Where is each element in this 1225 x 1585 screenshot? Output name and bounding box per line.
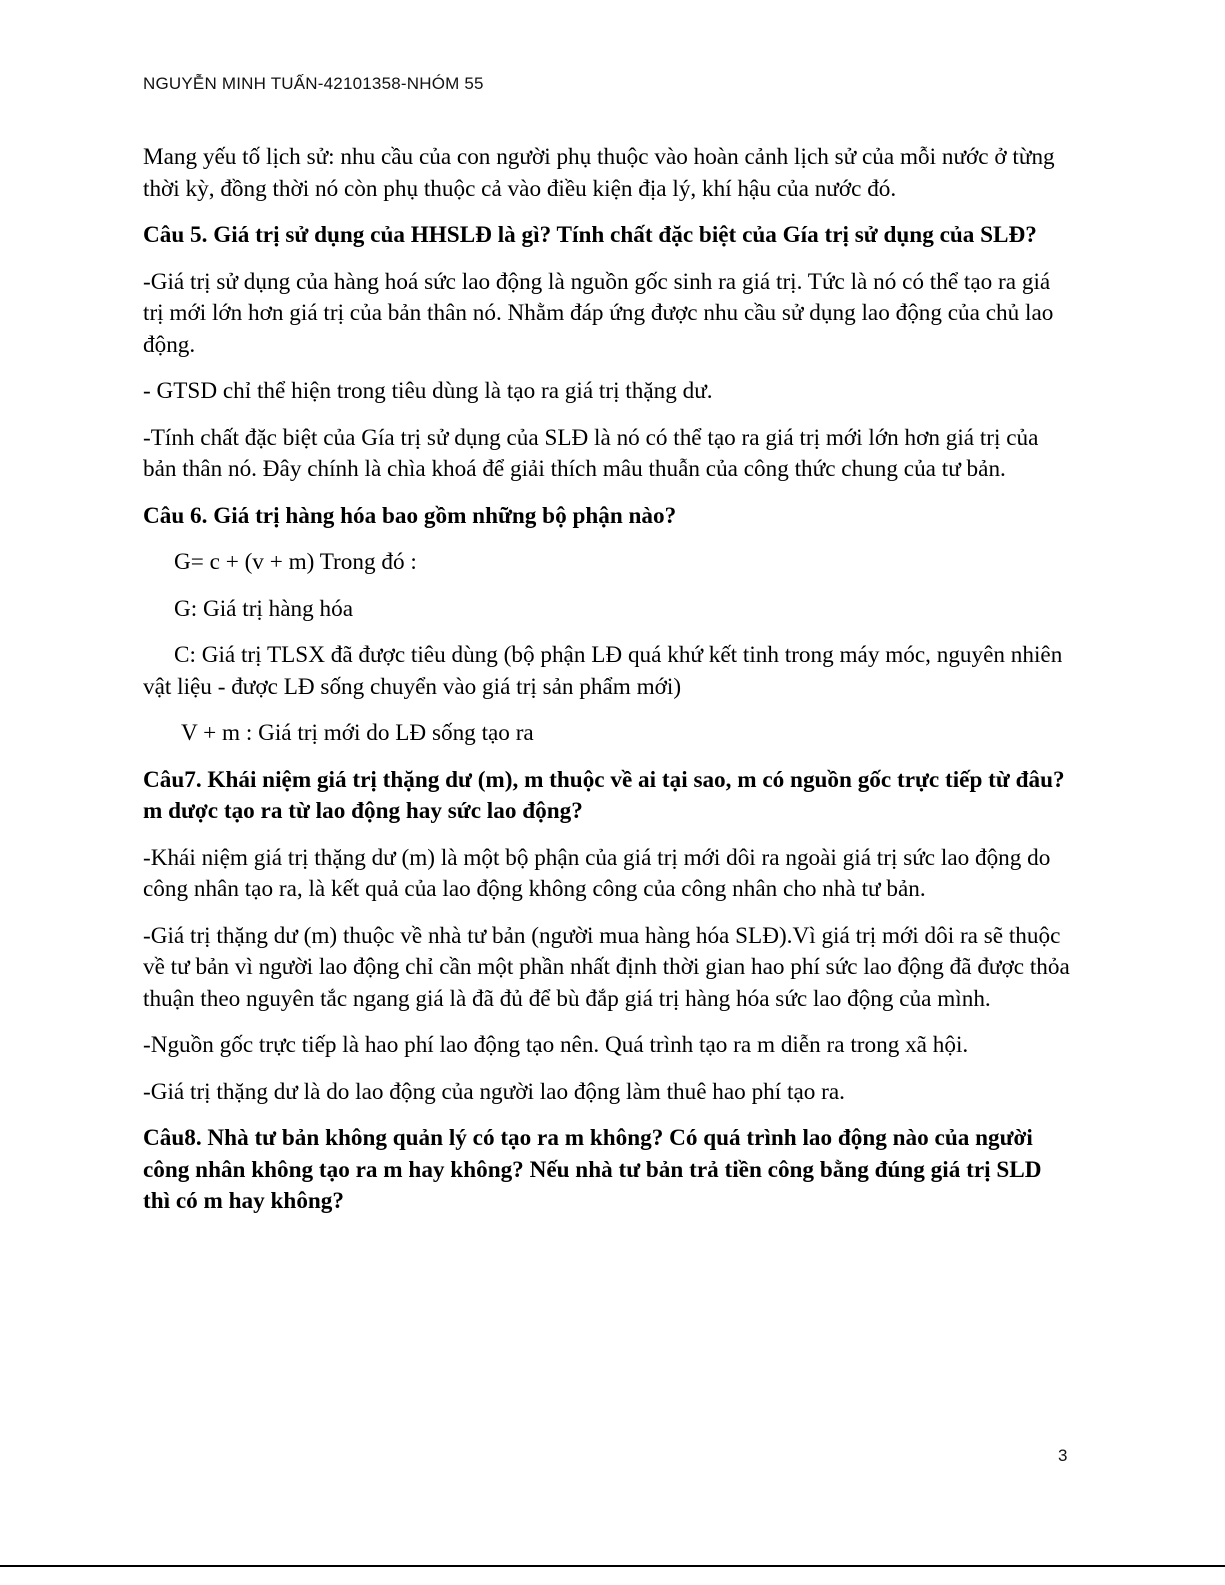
- question-7-answer-3: -Nguồn gốc trực tiếp là hao phí lao động tạo nên. Quá trình tạo ra m diễn ra trong xã hội.: [143, 1032, 969, 1058]
- question-6-definition-vm: V + m : Giá trị mới do LĐ sống tạo ra: [181, 720, 534, 746]
- question-5-answer-1: -Giá trị sử dụng của hàng hoá sức lao động là nguồn gốc sinh ra giá trị. Tức là nó có thể tạo ra giá trị mới lớn hơn giá trị của bản thân nó. Nhằm đáp ứng được nhu cầu sử dụng lao động của chủ lao động.: [143, 268, 1054, 358]
- document-body: [143, 142, 1073, 1233]
- question-6-heading: Câu 6. Giá trị hàng hóa bao gồm những bộ phận nào?: [143, 502, 677, 529]
- question-8-heading: Câu8. Nhà tư bản không quản lý có tạo ra m không? Có quá trình lao động nào của người công nhân không tạo ra m hay không? Nếu nhà tư bản trả tiền công bằng đúng giá trị SLD thì có m hay không?: [143, 1125, 1042, 1214]
- page-bottom-divider: [0, 1565, 1225, 1567]
- question-6-definition-c: C: Giá trị TLSX đã được tiêu dùng (bộ phận LĐ quá khứ kết tinh trong máy móc, nguyên nhiên vật liệu - được LĐ sống chuyển vào giá trị sản phẩm mới): [143, 642, 1063, 700]
- question-5-answer-2: - GTSD chỉ thể hiện trong tiêu dùng là tạo ra giá trị thặng dư.: [143, 378, 713, 404]
- question-7-answer-2: -Giá trị thặng dư (m) thuộc về nhà tư bản (người mua hàng hóa SLĐ).Vì giá trị mới dôi ra sẽ thuộc về tư bản vì người lao động chỉ cần một phần nhất định thời gian hao phí sức lao động đã được thỏa thuận theo nguyên tắc ngang giá là đã đủ để bù đắp giá trị hàng hóa sức lao động của mình.: [143, 922, 1070, 1012]
- question-5-heading: Câu 5. Giá trị sử dụng của HHSLĐ là gì? Tính chất đặc biệt của Gía trị sử dụng của SLĐ?: [143, 222, 1037, 248]
- question-6-definition-g: G: Giá trị hàng hóa: [174, 595, 354, 622]
- question-5-answer-3: -Tính chất đặc biệt của Gía trị sử dụng của SLĐ là nó có thể tạo ra giá trị mới lớn hơn giá trị của bản thân nó. Đây chính là chìa khoá để giải thích mâu thuẫn của công thức chung của tư bản.: [143, 424, 1039, 482]
- page-header: NGUYỄN MINH TUẤN-42101358-NHÓM 55: [143, 74, 484, 93]
- question-7-answer-4: -Giá trị thặng dư là do lao động của người lao động làm thuê hao phí tạo ra.: [143, 1078, 845, 1105]
- question-7-answer-1: -Khái niệm giá trị thặng dư (m) là một bộ phận của giá trị mới dôi ra ngoài giá trị sức lao động do công nhân tạo ra, là kết quả của lao động không công của công nhân cho nhà tư bản.: [143, 844, 1051, 902]
- paragraph-historical-factor: Mang yếu tố lịch sử: nhu cầu của con người phụ thuộc vào hoàn cảnh lịch sử của mỗi nước ở từng thời kỳ, đồng thời nó còn phụ thuộc cả vào điều kiện địa lý, khí hậu của nước đó.: [143, 144, 1055, 202]
- page-number: 3: [1058, 1446, 1068, 1465]
- question-7-heading: Câu7. Khái niệm giá trị thặng dư (m), m thuộc về ai tại sao, m có nguồn gốc trực tiếp từ đâu? m dược tạo ra từ lao động hay sức lao động?: [143, 766, 1065, 824]
- question-6-formula: G= c + (v + m) Trong đó :: [174, 549, 417, 575]
